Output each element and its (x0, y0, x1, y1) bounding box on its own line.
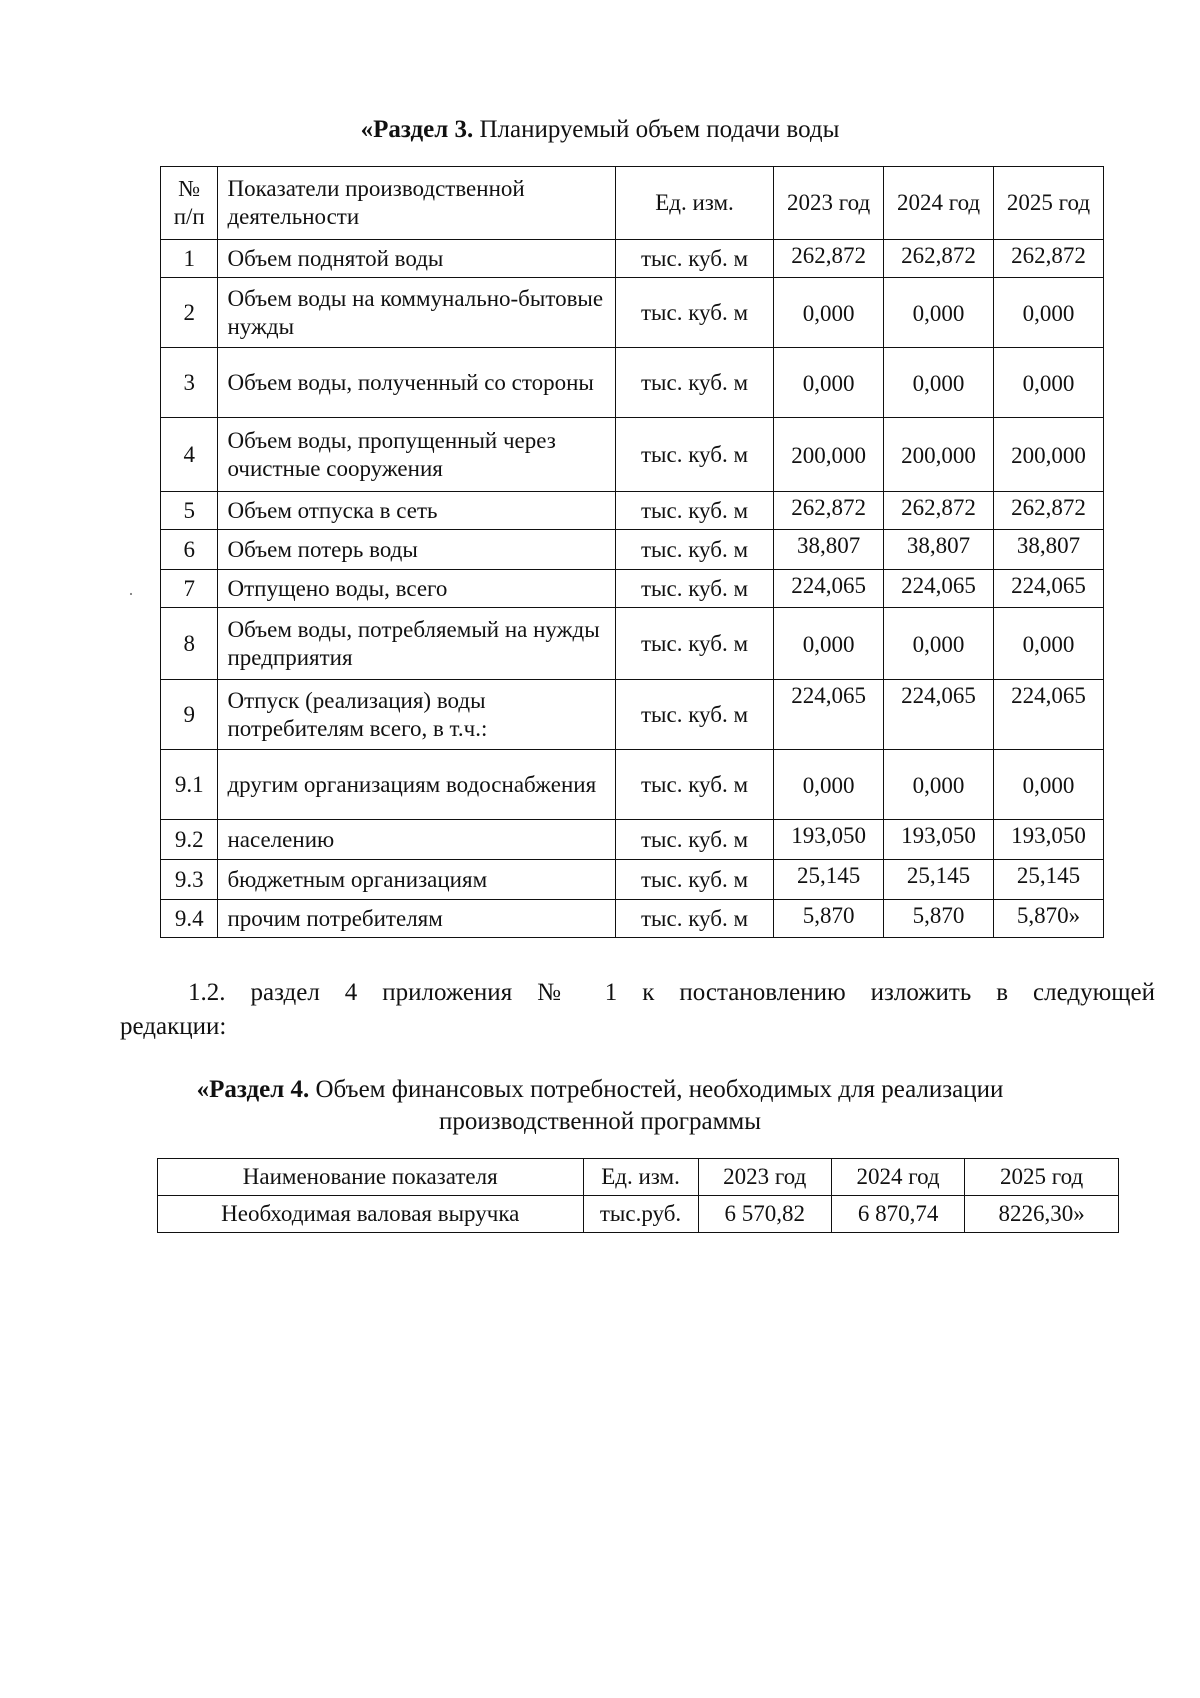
row-2023: 38,807 (774, 530, 884, 570)
row-indicator: Объем воды, потребляемый на нужды предприятия (218, 608, 615, 680)
header-2023: 2023 год (698, 1159, 831, 1196)
row-2025: 224,065 (994, 570, 1104, 608)
row-indicator: прочим потребителям (218, 900, 615, 938)
row-2023: 262,872 (774, 492, 884, 530)
table-row (161, 900, 1104, 938)
row-2025: 25,145 (994, 860, 1104, 900)
row-num: 7 (161, 570, 218, 608)
row-2025: 200,000 (994, 418, 1104, 492)
row-indicator: Объем воды, полученный со стороны (218, 348, 615, 418)
row-unit: тыс. куб. м (615, 860, 773, 900)
row-2025: 0,000 (994, 750, 1104, 820)
row-num: 8 (161, 608, 218, 680)
header-2024: 2024 год (884, 167, 994, 240)
paragraph-line-2: редакции: (120, 1013, 227, 1040)
row-indicator: Объем потерь воды (218, 530, 615, 570)
row-2024: 25,145 (884, 860, 994, 900)
table-row (158, 1196, 1119, 1233)
row-2023: 0,000 (774, 348, 884, 418)
row-num: 1 (161, 240, 218, 278)
row-unit: тыс. куб. м (615, 750, 773, 820)
table-row (161, 860, 1104, 900)
row-2024: 200,000 (884, 418, 994, 492)
row-2024: 224,065 (884, 680, 994, 750)
table-row (161, 820, 1104, 860)
row-unit: тыс. куб. м (615, 530, 773, 570)
row-num: 9 (161, 680, 218, 750)
table-header-row (158, 1159, 1119, 1196)
row-2023: 193,050 (774, 820, 884, 860)
header-indicator: Показатели производственной деятельности (218, 167, 615, 240)
section-3-title-bold: «Раздел 3. (360, 116, 474, 143)
row-indicator: другим организациям водоснабжения (218, 750, 615, 820)
row-unit: тыс.руб. (583, 1196, 698, 1233)
row-indicator: Объем поднятой воды (218, 240, 615, 278)
header-2023: 2023 год (774, 167, 884, 240)
section-4-title-line-1 (0, 1074, 1200, 1106)
table-row (161, 608, 1104, 680)
row-indicator: Необходимая валовая выручка (158, 1196, 584, 1233)
row-2023: 200,000 (774, 418, 884, 492)
row-2024: 0,000 (884, 348, 994, 418)
row-2024: 38,807 (884, 530, 994, 570)
row-num: 5 (161, 492, 218, 530)
row-unit: тыс. куб. м (615, 570, 773, 608)
row-2024: 0,000 (884, 608, 994, 680)
row-2025: 8226,30» (965, 1196, 1119, 1233)
row-2023: 224,065 (774, 680, 884, 750)
table-row (161, 680, 1104, 750)
table-row (161, 570, 1104, 608)
row-2023: 262,872 (774, 240, 884, 278)
row-2025: 5,870» (994, 900, 1104, 938)
row-indicator: Объем отпуска в сеть (218, 492, 615, 530)
row-indicator: Объем воды на коммунально-бытовые нужды (218, 278, 615, 348)
section-4-title-line-2: производственной программы (438, 1108, 762, 1135)
row-num: 3 (161, 348, 218, 418)
row-2025: 262,872 (994, 240, 1104, 278)
row-2024: 262,872 (884, 240, 994, 278)
header-2024: 2024 год (831, 1159, 964, 1196)
row-2023: 0,000 (774, 278, 884, 348)
header-unit: Ед. изм. (583, 1159, 698, 1196)
row-2024: 224,065 (884, 570, 994, 608)
row-2024: 5,870 (884, 900, 994, 938)
row-num: 9.4 (161, 900, 218, 938)
row-2024: 262,872 (884, 492, 994, 530)
row-2025: 224,065 (994, 680, 1104, 750)
row-num: 2 (161, 278, 218, 348)
amendment-paragraph (120, 976, 1155, 1044)
header-indicator: Наименование показателя (158, 1159, 584, 1196)
row-unit: тыс. куб. м (615, 820, 773, 860)
row-num: 4 (161, 418, 218, 492)
row-num: 9.3 (161, 860, 218, 900)
row-indicator: Объем воды, пропущенный через очистные сооружения (218, 418, 615, 492)
row-num: 9.2 (161, 820, 218, 860)
row-2024: 193,050 (884, 820, 994, 860)
table-row (161, 278, 1104, 348)
paragraph-line-1: 1.2. раздел 4 приложения № 1 к постановлению изложить в следующей (188, 979, 1155, 1006)
table-row (161, 240, 1104, 278)
table-row (161, 492, 1104, 530)
row-2023: 25,145 (774, 860, 884, 900)
row-2024: 6 870,74 (831, 1196, 964, 1233)
row-unit: тыс. куб. м (615, 418, 773, 492)
row-2023: 6 570,82 (698, 1196, 831, 1233)
table-row (161, 750, 1104, 820)
row-num: 9.1 (161, 750, 218, 820)
row-unit: тыс. куб. м (615, 680, 773, 750)
table-row (161, 348, 1104, 418)
row-2024: 0,000 (884, 750, 994, 820)
section-3-title (0, 116, 1200, 144)
row-indicator: населению (218, 820, 615, 860)
row-unit: тыс. куб. м (615, 240, 773, 278)
water-supply-table (160, 166, 1104, 938)
row-indicator: Отпущено воды, всего (218, 570, 615, 608)
scan-dot: · (128, 584, 134, 604)
table-row (161, 530, 1104, 570)
header-unit: Ед. изм. (615, 167, 773, 240)
row-2025: 0,000 (994, 608, 1104, 680)
financial-needs-table (157, 1158, 1119, 1233)
header-num: № п/п (161, 167, 218, 240)
row-unit: тыс. куб. м (615, 278, 773, 348)
row-unit: тыс. куб. м (615, 348, 773, 418)
row-indicator: Отпуск (реализация) воды потребителям всего, в т.ч.: (218, 680, 615, 750)
header-2025: 2025 год (994, 167, 1104, 240)
row-2025: 193,050 (994, 820, 1104, 860)
section-4-title-bold: «Раздел 4. (196, 1076, 310, 1103)
row-num: 6 (161, 530, 218, 570)
section-3-title-text: Планируемый объем подачи воды (473, 116, 840, 143)
row-2025: 38,807 (994, 530, 1104, 570)
row-2023: 5,870 (774, 900, 884, 938)
section-4-title-text: Объем финансовых потребностей, необходимых для реализации (309, 1076, 1004, 1103)
row-2025: 262,872 (994, 492, 1104, 530)
row-2023: 0,000 (774, 608, 884, 680)
row-unit: тыс. куб. м (615, 608, 773, 680)
row-unit: тыс. куб. м (615, 492, 773, 530)
section-4-title (0, 1074, 1200, 1138)
row-indicator: бюджетным организациям (218, 860, 615, 900)
row-2024: 0,000 (884, 278, 994, 348)
row-2023: 0,000 (774, 750, 884, 820)
header-2025: 2025 год (965, 1159, 1119, 1196)
row-unit: тыс. куб. м (615, 900, 773, 938)
row-2025: 0,000 (994, 348, 1104, 418)
row-2023: 224,065 (774, 570, 884, 608)
table-header-row (161, 167, 1104, 240)
table-row (161, 418, 1104, 492)
row-2025: 0,000 (994, 278, 1104, 348)
